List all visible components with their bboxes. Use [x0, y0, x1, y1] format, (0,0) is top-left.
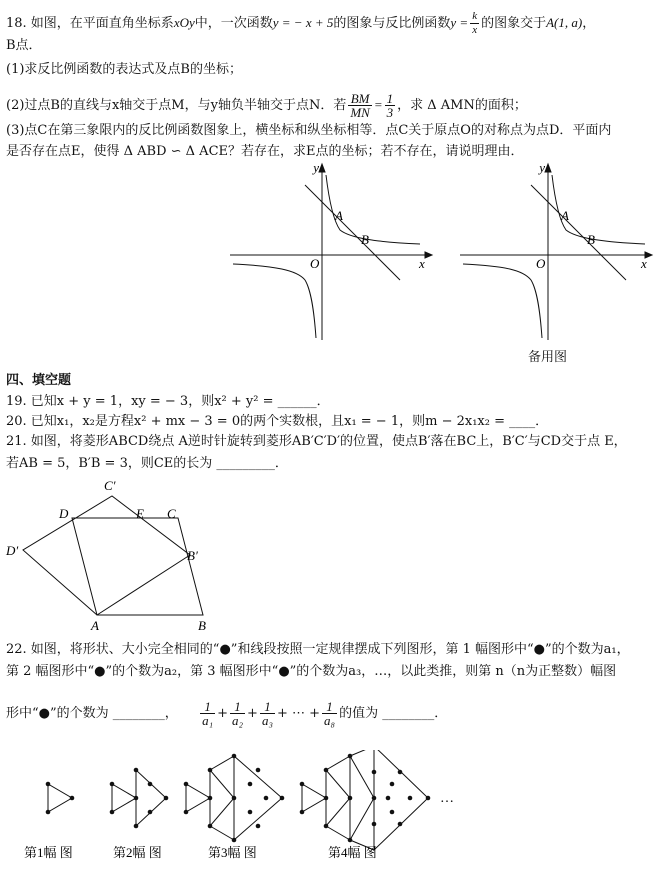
- q22-line2: 第 2 幅图形中“●”的个数为a₂，第 3 幅图形中“●”的个数为a₃，…，以此类推，则第 n（n为正整数）幅图: [6, 664, 617, 679]
- section-heading: 四、填空题: [6, 373, 72, 388]
- fig1-caption: 第1幅 图: [24, 845, 73, 860]
- x-axis-arrow: [425, 252, 432, 258]
- svg-text:A: A: [561, 208, 569, 223]
- svg-text:B′: B′: [187, 548, 198, 563]
- fig2-triangle-small: [112, 784, 136, 812]
- q19: 19. 已知x + y = 1，xy = − 3，则x² + y² = ______．: [6, 394, 330, 409]
- svg-text:y: y: [539, 160, 545, 175]
- rhombus-abcd: [72, 518, 203, 615]
- q18-part1: (1)求反比例函数的表达式及点B的坐标；: [6, 62, 242, 77]
- fig2-triangle-big: [136, 770, 166, 826]
- label-b: B: [361, 232, 369, 247]
- hyperbola-q3: [233, 264, 316, 338]
- svg-text:C: C: [167, 506, 176, 521]
- svg-text:B: B: [198, 618, 206, 633]
- pattern-ellipsis: …: [440, 791, 454, 806]
- fig4-caption: 第4幅 图: [328, 845, 377, 860]
- svg-text:C′: C′: [104, 478, 116, 493]
- q18-graph-backup: [455, 160, 655, 345]
- q21-rhombus-figure: [0, 475, 225, 635]
- q18-part2: (2)过点B的直线与x轴交于点M，与y轴负半轴交于点N．若 $\frac{BM}{MN}$ = $\frac{1}{3}$ ，求 Δ AMN的面积；: [6, 91, 527, 120]
- svg-text:D: D: [59, 506, 69, 521]
- y-axis-arrow: [319, 164, 325, 172]
- fig2-caption: 第2幅 图: [113, 845, 162, 860]
- label-x: x: [419, 256, 425, 271]
- q20: 20. 已知x₁，x₂是方程x² + mx − 3 = 0的两个实数根，且x₁ = − 1，则m − 2x₁x₂ = ____．: [6, 414, 549, 429]
- q22-line1: 22. 如图，将形状、大小完全相同的“●”和线段按照一定规律摆成下列图形，第 1 幅图形中“●”的个数为a₁，: [6, 642, 630, 657]
- q18-graph-main: [225, 160, 435, 345]
- q22-line3: 形中“●”的个数为 ________， $\frac{1}{\text{a₁}}$ + $\frac{1}{\text{a₂}}$ + $\frac{1}{\text{a₃}}$ + ⋯ + $\frac{1}{\text{a₈}}$ 的值为 ________．: [6, 699, 448, 728]
- fig3-caption: 第3幅 图: [208, 845, 257, 860]
- label-y: y: [313, 160, 319, 175]
- label-o: O: [310, 256, 320, 271]
- svg-text:x: x: [641, 256, 647, 271]
- q18-line2: B点．: [6, 38, 42, 53]
- q18-part3-a: (3)点C在第三象限内的反比例函数图象上，横坐标和纵坐标相等．点C关于原点O的对称点为点D．平面内: [6, 123, 612, 138]
- svg-text:B: B: [587, 232, 595, 247]
- svg-text:E: E: [136, 506, 144, 521]
- svg-text:A: A: [91, 618, 99, 633]
- svg-text:D′: D′: [6, 543, 19, 558]
- q21-line2: 若AB = 5，B′B = 3，则CE的长为 _________．: [6, 456, 288, 471]
- q22-pattern-figures: [0, 750, 657, 869]
- label-a: A: [335, 208, 343, 223]
- fig1-triangle: [48, 784, 72, 812]
- svg-text:O: O: [536, 256, 546, 271]
- q21-line1: 21. 如图，将菱形ABCD绕点 A逆时针旋转到菱形AB′C′D′的位置，使点B′落在BC上，B′C′与CD交于点 E，: [6, 434, 627, 449]
- q18-part3-b: 是否存在点E，使得 Δ ABD ∽ Δ ACE？若存在，求E点的坐标；若不存在，请说明理由．: [6, 144, 524, 159]
- backup-figure-caption: 备用图: [528, 350, 568, 365]
- q18-line1: 18. 如图，在平面直角坐标系xOy中，一次函数y = − x + 5的图象与反比例函数y = $\frac{k}{x}$ 的图象交于A(1, a)，: [6, 10, 596, 36]
- rhombus-ab1c1d1: [23, 496, 190, 615]
